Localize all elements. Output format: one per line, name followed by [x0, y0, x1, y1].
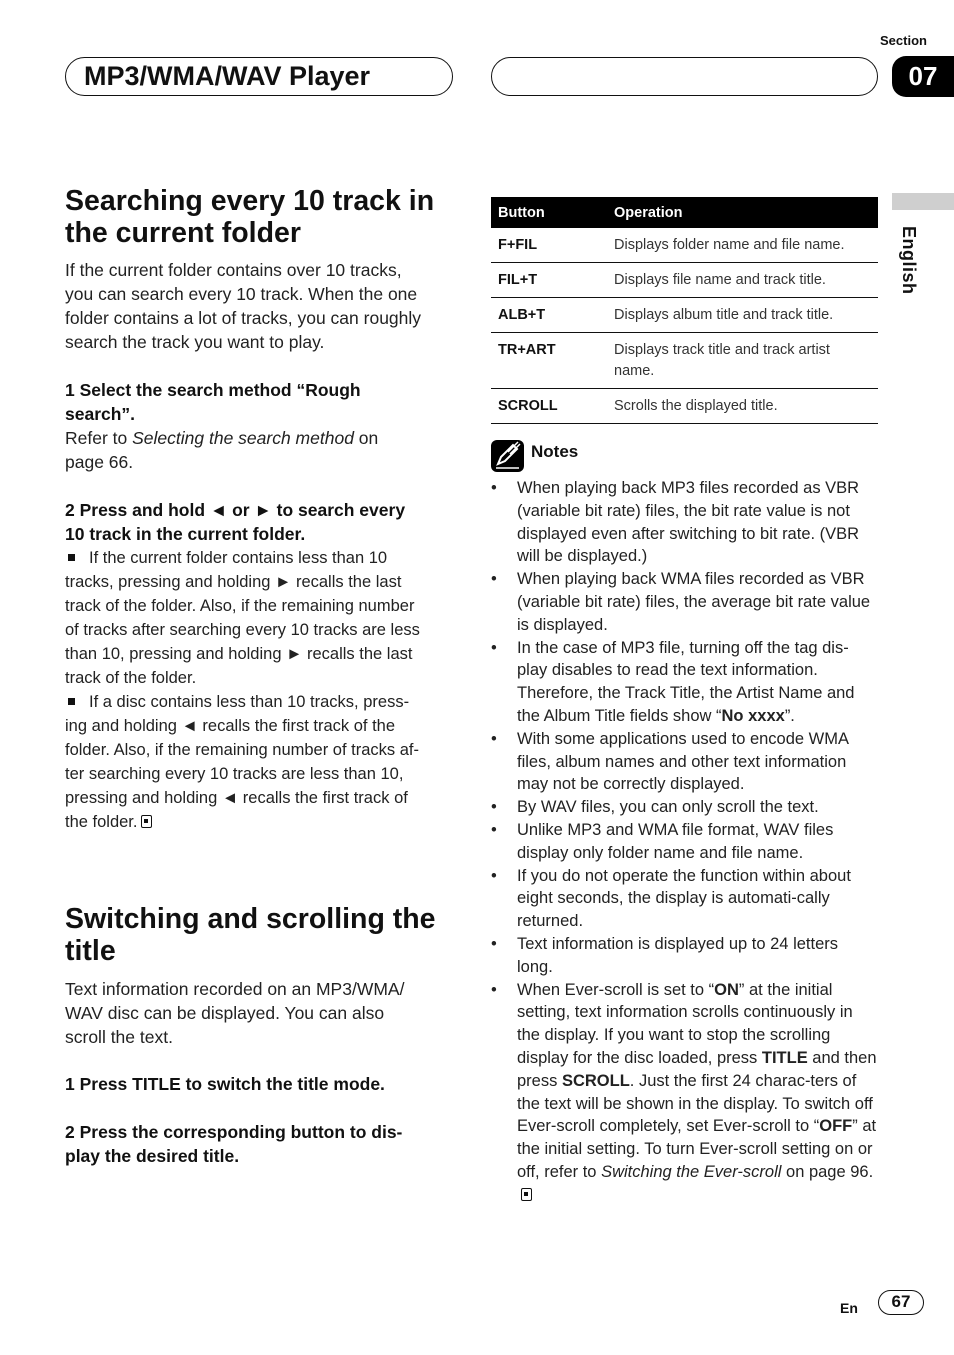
text-line: WAV disc can be displayed. You can also	[65, 1003, 385, 1023]
list-item: • Unlike MP3 and WMA file format, WAV files display only folder name and file name.	[491, 819, 878, 865]
text-line: If the current folder contains over 10 tracks,	[65, 260, 402, 280]
column-header: Operation	[607, 197, 878, 228]
page-number: 67	[878, 1290, 924, 1315]
step-text: 1 Select the search method “Rough	[65, 380, 361, 400]
note-bold: TITLE	[761, 1048, 808, 1067]
ref-text: Refer to	[65, 428, 133, 448]
note-text: . Just the first 24 charac-ters of the text will be shown in the display. To switch off Ever-scroll completely, set Ever-scroll to “	[517, 1071, 873, 1136]
square-bullet-icon	[68, 698, 75, 705]
step-2	[65, 498, 457, 834]
note-text: In the case of MP3 file, turning off the tag dis-play disables to read the text information. Therefore, the Track Title, the Artist Name and the Album Title fields show “	[517, 638, 855, 725]
text-line: folder contains a lot of tracks, you can roughly	[65, 308, 422, 328]
list-item: • If you do not operate the function within about eight seconds, the display is automati-cally returned.	[491, 865, 878, 933]
note-ref-link: Switching the Ever-scroll	[601, 1162, 782, 1181]
step-1: 1 Press TITLE to switch the title mode.	[65, 1074, 385, 1094]
step-text: play the desired title.	[65, 1146, 240, 1166]
end-mark-icon	[521, 1188, 532, 1201]
table-row	[491, 333, 878, 389]
text-line: If the current folder contains less than 10	[89, 549, 388, 567]
notes-title: Notes	[531, 442, 579, 461]
chapter-title-pill	[65, 57, 453, 96]
text-line: you can search every 10 track. When the one	[65, 284, 418, 304]
table-row	[491, 263, 878, 298]
list-item	[491, 637, 878, 728]
note-bold: OFF	[819, 1117, 853, 1136]
list-item	[491, 979, 878, 1207]
section-title	[65, 185, 455, 249]
note-text: ” at the initial setting. To turn Ever-scroll setting on or off, refer to	[517, 1117, 877, 1181]
list-item: • With some applications used to encode WMA files, album names and other text information may not be correctly displayed.	[491, 728, 878, 796]
step-note-2	[65, 690, 457, 834]
table-row	[491, 389, 878, 424]
step-note-1	[65, 546, 457, 690]
title-line: the current folder	[65, 217, 301, 249]
section-number: 07	[892, 56, 954, 97]
button-cell: SCROLL	[491, 389, 607, 424]
text-line: track of the folder. Also, if the remaining number	[65, 597, 415, 615]
step-text: 10 track in the current folder.	[65, 524, 306, 544]
text-line: search the track you want to play.	[65, 332, 325, 352]
text-line: scroll the text.	[65, 1027, 173, 1047]
ref-text: on	[353, 428, 379, 448]
language-tab: English	[899, 226, 919, 295]
table-header-row	[491, 197, 878, 228]
button-cell: ALB+T	[491, 298, 607, 333]
text-line: tracks, pressing and holding ► recalls the last	[65, 573, 402, 591]
text-line: ing and holding ◄ recalls the first track of the	[65, 717, 395, 735]
operation-cell: Displays folder name and file name.	[607, 228, 878, 263]
section-search-every-10	[65, 185, 455, 249]
button-cell: F+FIL	[491, 228, 607, 263]
title-line: Switching and scrolling the	[65, 903, 436, 935]
note-text: ” at the initial setting, text information scrolls continuously in the display. If you want to stop the scrolling display for the disc loaded, press	[517, 980, 853, 1067]
operation-cell: Displays track title and track artist name.	[607, 333, 878, 389]
table-row	[491, 298, 878, 333]
step-text: 2 Press and hold ◄ or ► to search every	[65, 500, 406, 520]
text-line: ter searching every 10 tracks are less than 10,	[65, 765, 404, 783]
side-tab-marker	[892, 193, 954, 210]
button-operation-table	[491, 197, 878, 424]
section-intro	[65, 977, 457, 1049]
notes-list	[491, 477, 878, 1207]
text-line: If a disc contains less than 10 tracks, press-	[89, 693, 410, 711]
list-item: • When playing back WMA files recorded as VBR (variable bit rate) files, the average bit rate value is displayed.	[491, 568, 878, 636]
end-mark-icon	[141, 815, 152, 828]
text-line: track of the folder.	[65, 669, 197, 687]
text-line: folder. Also, if the remaining number of tracks af-	[65, 741, 420, 759]
step-1	[65, 378, 457, 474]
button-cell: TR+ART	[491, 333, 607, 389]
footer-language: En	[840, 1300, 858, 1316]
text-line: of tracks after searching every 10 tracks are less	[65, 621, 420, 639]
operation-cell: Displays album title and track title.	[607, 298, 878, 333]
step-2	[65, 1120, 457, 1168]
table-row	[491, 228, 878, 263]
step-text: search”.	[65, 404, 136, 424]
note-text: on page 96.	[781, 1162, 874, 1181]
text-line: pressing and holding ◄ recalls the first track of	[65, 789, 408, 807]
ref-link: Selecting the search method	[132, 428, 354, 448]
note-text: ”.	[784, 706, 795, 725]
button-cell: FIL+T	[491, 263, 607, 298]
section-switching-title	[65, 903, 457, 967]
title-line: Searching every 10 track in	[65, 185, 435, 217]
note-bold: No xxxx	[721, 706, 785, 725]
chapter-title: MP3/WMA/WAV Player	[84, 61, 371, 91]
notes-pencil-icon	[491, 440, 524, 472]
title-line: title	[65, 935, 116, 967]
list-item: • Text information is displayed up to 24 letters long.	[491, 933, 878, 979]
section-intro	[65, 258, 457, 354]
text-line: the folder.	[65, 813, 138, 831]
text-line: Text information recorded on an MP3/WMA/	[65, 979, 405, 999]
step-text: 2 Press the corresponding button to dis-	[65, 1122, 403, 1142]
list-item: • By WAV files, you can only scroll the text.	[491, 796, 878, 819]
section-title	[65, 903, 457, 967]
empty-header-pill	[491, 57, 878, 96]
operation-cell: Displays file name and track title.	[607, 263, 878, 298]
section-label: Section	[880, 33, 927, 48]
column-header: Button	[491, 197, 607, 228]
ref-text: page 66.	[65, 452, 134, 472]
note-bold: SCROLL	[561, 1071, 630, 1090]
square-bullet-icon	[68, 554, 75, 561]
note-text: When Ever-scroll is set to “	[517, 980, 715, 999]
note-text: and then press	[517, 1048, 877, 1090]
note-bold: ON	[714, 980, 739, 999]
text-line: than 10, pressing and holding ► recalls the last	[65, 645, 413, 663]
list-item: • When playing back MP3 files recorded as VBR (variable bit rate) files, the bit rate value is not displayed even after switching to bit rate. (VBR will be displayed.)	[491, 477, 878, 568]
operation-cell: Scrolls the displayed title.	[607, 389, 878, 424]
